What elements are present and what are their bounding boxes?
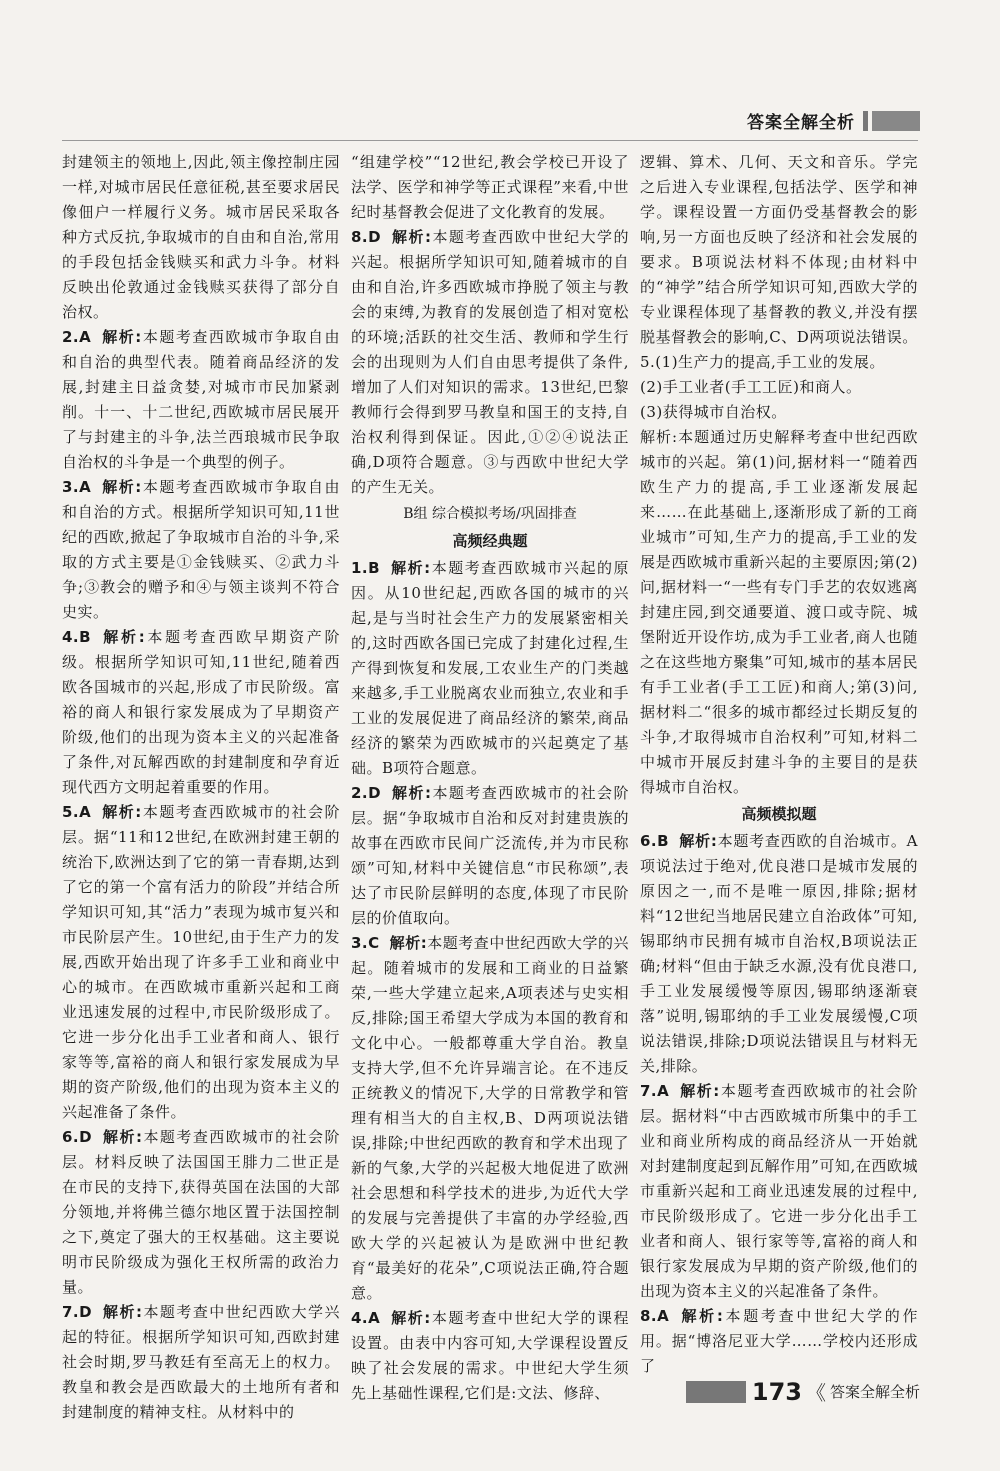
answer-letter: A bbox=[79, 478, 92, 496]
answer-item bbox=[640, 829, 918, 1079]
question-number: 5. bbox=[62, 803, 80, 821]
question-number: 8. bbox=[351, 228, 369, 246]
question-number: 6. bbox=[62, 1128, 80, 1146]
answer-letter: A bbox=[79, 803, 92, 821]
analysis-label: 解析: bbox=[390, 1309, 431, 1327]
analysis-text: 本题考查中世纪西欧大学的兴起。随着城市的发展和工商业的日益繁荣,一些大学建立起来,A项表述与史实相反,排除;国王希望大学成为本国的教育和文化中心。一般都尊重大学自治。教皇支持大学,但不允许异端言论。在不违反正统教义的情况下,大学的日常教学和管理有相当大的自主权,B、D两项说法错误,排除;中世纪西欧的教育和学术出现了新的气象,大学的兴起极大地促进了欧洲社会思想和科学技术的进步,为近代大学的发展与完善提供了丰富的办学经验,西欧大学的兴起被认为是欧洲中世纪教育“最美好的花朵”,C项说法正确,符合题意。 bbox=[351, 934, 629, 1302]
question-number: 4. bbox=[351, 1309, 369, 1327]
question-number: 3. bbox=[62, 478, 80, 496]
column-middle bbox=[351, 150, 629, 1402]
answer-letter: C bbox=[368, 934, 380, 952]
answer-item bbox=[351, 781, 629, 931]
answer-letter: B bbox=[368, 559, 381, 577]
page-footer bbox=[686, 1377, 920, 1406]
header-bar bbox=[863, 111, 868, 131]
header-rule bbox=[62, 140, 918, 141]
answer-letter: A bbox=[657, 1082, 670, 1100]
continued-text: 逻辑、算术、几何、天文和音乐。学完之后进入专业课程,包括法学、医学和神学。课程设置一方面仍受基督教会的影响,另一方面也反映了经济和社会发展的要求。B项说法材料不体现;由材料中的“神学”结合所学知识可知,西欧大学的专业课程体现了基督教的教义,并没有摆脱基督教会的影响,C、D两项说法错误。 bbox=[640, 153, 918, 346]
section-heading: 高频模拟题 bbox=[741, 805, 817, 823]
answer-item bbox=[62, 625, 340, 800]
analysis-text: 本题考查西欧中世纪大学的兴起。根据所学知识可知,随着城市的自由和自治,许多西欧城市挣脱了领主与教会的束缚,为教育的发展创造了相对宽松的环境;活跃的社交生活、教师和学生行会的出现则为人们自由思考提供了条件,增加了人们对知识的需求。13世纪,巴黎教师行会得到罗马教皇和国王的支持,自治权利得到保证。因此,①②④说法正确,D项符合题意。③与西欧中世纪大学的产生无关。 bbox=[351, 228, 629, 496]
answer-item bbox=[351, 1306, 629, 1406]
answer-letter: B bbox=[657, 832, 670, 850]
continued-text: 封建领主的领地上,因此,领主像控制庄园一样,对城市居民任意征税,甚至要求居民像佃户一样履行义务。城市居民采取各种方式反抗,争取城市的自由和自治,常用的手段包括金钱赎买和武力斗争。材料反映出伦敦通过金钱赎买获得了部分自治权。 bbox=[62, 153, 340, 321]
answer-item bbox=[62, 325, 340, 475]
analysis-text: 本题考查西欧城市的社会阶层。据材料“中古西欧城市所集中的手工业和商业所构成的商品经济从一开始就对封建制度起到瓦解作用”可知,在西欧城市重新兴起和工商业迅速发展的过程中,市民阶级形成了。它进一步分化出手工业者和商人、银行家等等,富裕的商人和银行家发展成为早期的资产阶级,他们的出现为资本主义的兴起准备了条件。 bbox=[640, 1082, 918, 1300]
header-title: 答案全解全析 bbox=[747, 113, 855, 133]
analysis-label: 解析: bbox=[102, 1303, 143, 1321]
analysis-label: 解析: bbox=[101, 803, 142, 821]
analysis-text: 本题考查西欧城市的社会阶层。据“11和12世纪,在欧洲封建王朝的统治下,欧洲达到了它的第一青春期,达到了它的第一个富有活力的阶段”并结合所学知识可知,其“活力”表现为城市复兴和市民阶层产生。10世纪,由于生产力的发展,西欧开始出现了许多手工业和商业中心的城市。在西欧城市重新兴起和工商业迅速发展的过程中,市民阶级形成了。它进一步分化出手工业者和商人、银行家等等,富裕的商人和银行家发展成为早期的资产阶级,他们的出现为资本主义的兴起准备了条件。 bbox=[62, 803, 340, 1121]
answer-item bbox=[62, 1125, 340, 1300]
header-block bbox=[872, 111, 920, 131]
answer-item bbox=[640, 1304, 918, 1379]
column-right bbox=[640, 150, 918, 1375]
answer-item bbox=[351, 931, 629, 1306]
footer-block bbox=[686, 1381, 746, 1403]
analysis-paragraph bbox=[640, 425, 918, 800]
answer-item bbox=[351, 225, 629, 500]
answer-letter: D bbox=[368, 784, 382, 802]
analysis-label: 解析: bbox=[679, 1082, 720, 1100]
analysis-label: 解析: bbox=[640, 428, 678, 446]
continued-text: “组建学校”“12世纪,教会学校已开设了法学、医学和神学等正式课程”来看,中世纪时基督教会促进了文化教育的发展。 bbox=[351, 153, 629, 221]
group-heading: B组 综合模拟考场/巩固排查 bbox=[403, 506, 577, 522]
question-number: 4. bbox=[62, 628, 80, 646]
question-number: 1. bbox=[351, 559, 369, 577]
answer-letter: A bbox=[368, 1309, 381, 1327]
analysis-label: 解析: bbox=[101, 478, 142, 496]
analysis-text: 本题通过历史解释考查中世纪西欧城市的兴起。第(1)问,据材料一“随着西欧生产力的提高,手工业逐渐发展起来……在此基础上,逐渐形成了新的工商业城市”可知,生产力的提高,手工业的发展是西欧城市重新兴起的主要原因;第(2)问,据材料一“一些有专门手艺的农奴逃离封建庄园,到交通要道、渡口或寺院、城堡附近开设作坊,成为手工业者,商人也随之在这些地方聚集”可知,城市的基本居民有手工业者(手工工匠)和商人;第(3)问,据材料二“很多的城市都经过长期反复的斗争,才取得城市自治权利”可知,材料二中城市开展反封建斗争的主要目的是获得城市自治权。 bbox=[640, 428, 918, 796]
analysis-text: 本题考查西欧早期资产阶级。根据所学知识可知,11世纪,随着西欧各国城市的兴起,形成了市民阶级。富裕的商人和银行家发展成为了早期资产阶级,他们的出现为资本主义的兴起准备了条件,对瓦解西欧的封建制度和孕育近现代西方文明起着重要的作用。 bbox=[62, 628, 340, 796]
answer-letter: A bbox=[657, 1307, 670, 1325]
answer-letter: D bbox=[79, 1128, 93, 1146]
answer-line: (3)获得城市自治权。 bbox=[640, 403, 787, 421]
answer-item bbox=[62, 800, 340, 1125]
page-header bbox=[747, 108, 920, 133]
analysis-text: 本题考查西欧城市争取自由和自治的典型代表。随着商品经济的发展,封建主日益贪婪,对城市市民加紧剥削。十一、十二世纪,西欧城市居民展开了与封建主的斗争,法兰西琅城市民争取自治权的斗争是一个典型的例子。 bbox=[62, 328, 340, 471]
analysis-text: 本题考查西欧城市兴起的原因。从10世纪起,西欧各国的城市的兴起,是与当时社会生产力的发展紧密相关的,这时西欧各国已完成了封建化过程,生产得到恢复和发展,工农业生产的门类越来越多,手工业脱离农业而独立,农业和手工业的发展促进了商品经济的繁荣,商品经济的繁荣为西欧城市的兴起奠定了基础。B项符合题意。 bbox=[351, 559, 629, 777]
question-number: 2. bbox=[351, 784, 369, 802]
question-number: 7. bbox=[640, 1082, 658, 1100]
answer-line: (2)手工业者(手工工匠)和商人。 bbox=[640, 378, 862, 396]
column-left bbox=[62, 150, 340, 1421]
analysis-label: 解析: bbox=[391, 228, 432, 246]
analysis-text: 本题考查中世纪大学的课程设置。由表中内容可知,大学课程设置反映了社会发展的需求。中世纪大学生须先上基础性课程,它们是:文法、修辞、 bbox=[351, 1309, 629, 1402]
analysis-label: 解析: bbox=[679, 1307, 724, 1325]
analysis-label: 解析: bbox=[101, 328, 142, 346]
analysis-label: 解析: bbox=[101, 628, 146, 646]
question-number: 6. bbox=[640, 832, 658, 850]
answer-item bbox=[351, 556, 629, 781]
page-number: 173 bbox=[751, 1377, 802, 1406]
footer-chevrons: 《 bbox=[805, 1381, 826, 1405]
answer-item bbox=[62, 475, 340, 625]
analysis-text: 本题考查西欧城市的社会阶层。据“争取城市自治和反对封建贵族的故事在西欧市民间广泛流传,并为市民称颂”可知,材料中关键信息“市民称颂”,表达了市民阶层鲜明的态度,体现了市民阶层的价值取向。 bbox=[351, 784, 629, 927]
section-heading: 高频经典题 bbox=[452, 532, 528, 550]
answer-item bbox=[640, 1079, 918, 1304]
analysis-text: 本题考查中世纪大学的作用。据“博洛尼亚大学……学校内还形成了 bbox=[640, 1307, 918, 1375]
analysis-text: 本题考查西欧城市的社会阶层。材料反映了法国国王腓力二世正是在市民的支持下,获得英国在法国的大部分领地,并将佛兰德尔地区置于法国控制之下,奠定了强大的王权基础。这主要说明市民阶级成为强化王权所需的政治力量。 bbox=[62, 1128, 340, 1296]
footer-title: 答案全解全析 bbox=[829, 1383, 920, 1401]
answer-letter: D bbox=[79, 1303, 93, 1321]
question-number: 8. bbox=[640, 1307, 658, 1325]
answer-letter: A bbox=[79, 328, 92, 346]
analysis-label: 解析: bbox=[390, 559, 431, 577]
answer-item bbox=[62, 1300, 340, 1425]
question-number: 3. bbox=[351, 934, 369, 952]
analysis-text: 本题考查西欧的自治城市。A项说法过于绝对,优良港口是城市发展的原因之一,而不是唯一原因,排除;据材料“12世纪当地居民建立自治政体”可知,锡耶纳市民拥有城市自治权,B项说法正确;材料“但由于缺乏水源,没有优良港口,手工业发展缓慢等原因,锡耶纳逐渐衰落”说明,锡耶纳的手工业发展缓慢,C项说法错误,排除;D项说法错误且与材料无关,排除。 bbox=[640, 832, 918, 1075]
analysis-text: 本题考查中世纪西欧大学兴起的特征。根据所学知识可知,西欧封建社会时期,罗马教廷有至高无上的权力。教皇和教会是西欧最大的土地所有者和封建制度的精神支柱。从材料中的 bbox=[62, 1303, 340, 1421]
analysis-label: 解析: bbox=[389, 934, 428, 952]
question-number: 2. bbox=[62, 328, 80, 346]
analysis-label: 解析: bbox=[679, 832, 718, 850]
answer-line: 5.(1)生产力的提高,手工业的发展。 bbox=[640, 353, 885, 371]
analysis-label: 解析: bbox=[102, 1128, 143, 1146]
analysis-text: 本题考查西欧城市争取自由和自治的方式。根据所学知识可知,11世纪的西欧,掀起了争取城市自治的斗争,采取的方式主要是①金钱赎买、②武力斗争;③教会的赠予和④与领主谈判不符合史实。 bbox=[62, 478, 340, 621]
answer-letter: B bbox=[79, 628, 92, 646]
question-number: 7. bbox=[62, 1303, 80, 1321]
analysis-label: 解析: bbox=[391, 784, 432, 802]
answer-letter: D bbox=[368, 228, 382, 246]
